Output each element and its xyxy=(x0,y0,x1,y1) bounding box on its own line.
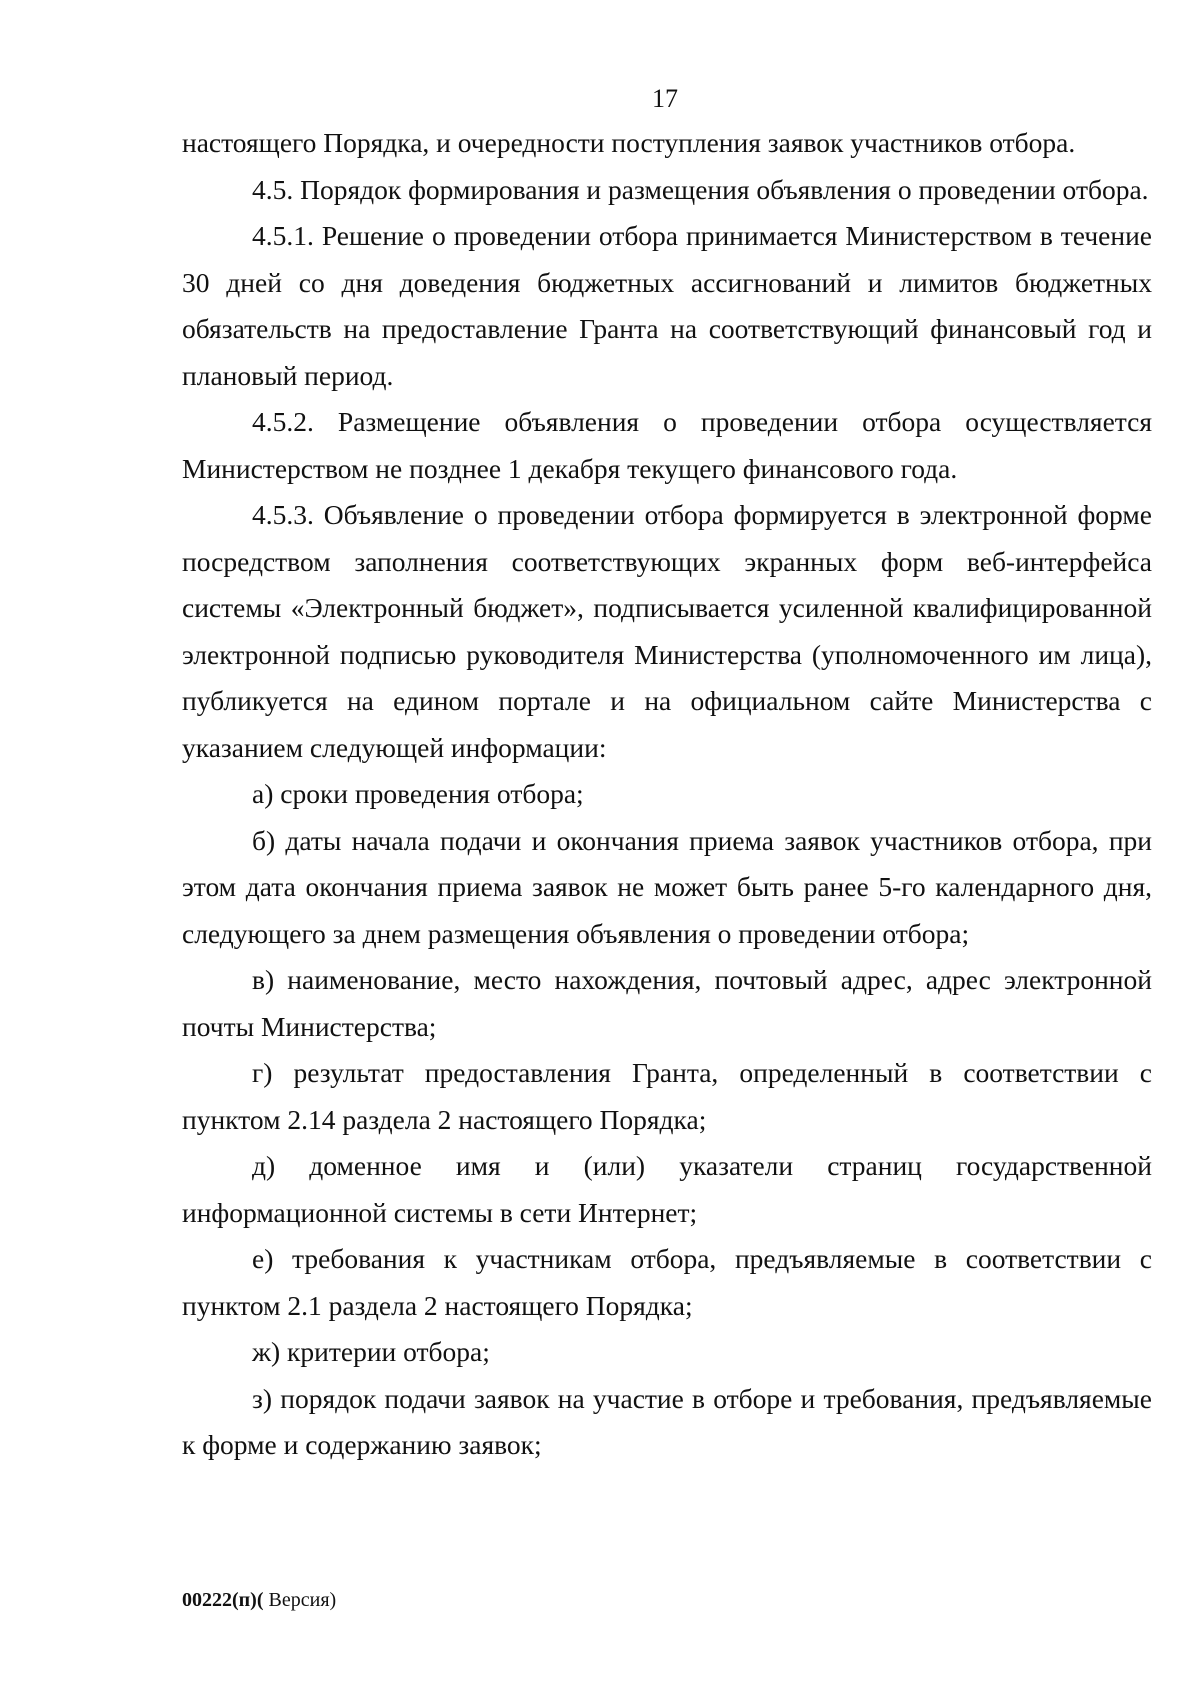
list-item: ж) критерии отбора; xyxy=(252,1336,490,1367)
paragraph: 4.5. Порядок формирования и размещения объявления о проведении отбора. xyxy=(252,173,1149,205)
list-item: е) требования к участникам отбора, предъявляемые в соответствии с пунктом 2.1 раздела 2 настоящего Порядка; xyxy=(182,1243,1152,1321)
footer-code: 00222(п)( xyxy=(182,1589,264,1611)
list-item: б) даты начала подачи и окончания приема заявок участников отбора, при этом дата окончания приема заявок не может быть ранее 5-го календарного дня, следующего за днем размещения объявления о проведении отбора; xyxy=(182,824,1152,949)
footer-version: Версия) xyxy=(263,1589,337,1611)
page-number: 17 xyxy=(652,84,678,113)
paragraph: 4.5.3. Объявление о проведении отбора формируется в электронной форме посредством заполнения соответствующих экранных форм веб-интерфейса системы «Электронный бюджет», подписывается усиленной квалифицированной электронной подписью руководителя Министерства (уполномоченного им лица), публикуется на едином портале и на официальном сайте Министерства с указанием следующей информации: xyxy=(182,499,1152,763)
document-body xyxy=(182,120,1152,1469)
paragraph: настоящего Порядка, и очередности поступления заявок участников отбора. xyxy=(182,127,1076,158)
paragraph: 4.5.1. Решение о проведении отбора принимается Министерством в течение 30 дней со дня доведения бюджетных ассигнований и лимитов бюджетных обязательств на предоставление Гранта на соответствующий финансовый год и плановый период. xyxy=(182,220,1152,391)
list-item: а) сроки проведения отбора; xyxy=(252,778,584,809)
list-item: д) доменное имя и (или) указатели страниц государственной информационной системы в сети Интернет; xyxy=(182,1150,1152,1228)
list-item: з) порядок подачи заявок на участие в отборе и требования, предъявляемые к форме и содержанию заявок; xyxy=(182,1382,1152,1460)
list-item: г) результат предоставления Гранта, определенный в соответствии с пунктом 2.14 раздела 2 настоящего Порядка; xyxy=(182,1057,1152,1135)
footer-document-code xyxy=(182,1588,336,1612)
paragraph: 4.5.2. Размещение объявления о проведении отбора осуществляется Министерством не позднее 1 декабря текущего финансового года. xyxy=(182,406,1152,484)
list-item: в) наименование, место нахождения, почтовый адрес, адрес электронной почты Министерства; xyxy=(182,964,1152,1042)
